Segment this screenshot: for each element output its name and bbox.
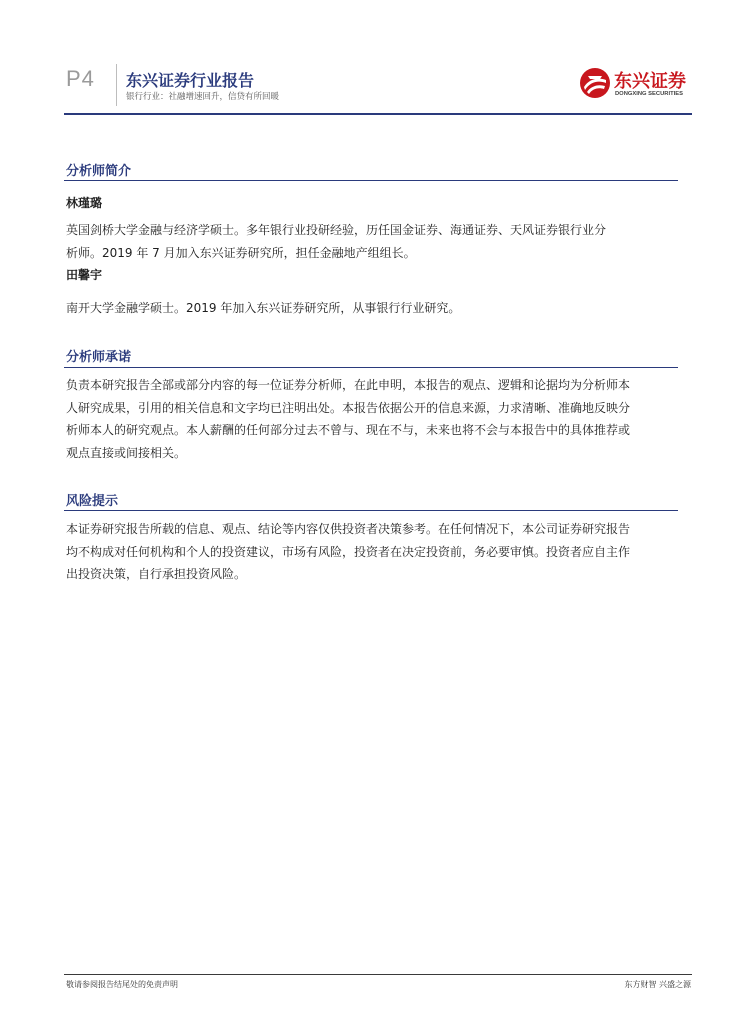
report-title: 东兴证券行业报告	[126, 71, 255, 90]
analyst-name: 林瑾璐	[66, 196, 103, 210]
paragraph-line: 析师本人的研究观点。本人薪酬的任何部分过去不曾与、现在不与，未来也将不会与本报告中的具体推荐或	[66, 423, 631, 438]
section-heading-analyst-commitment: 分析师承诺	[66, 350, 132, 365]
report-subtitle: 银行行业：社融增速回升，信贷有所回暖	[126, 92, 280, 102]
page-number: P4	[66, 66, 95, 91]
bio-line: 南开大学金融学硕士。2019 年加入东兴证券研究所，从事银行行业研究。	[66, 301, 461, 315]
paragraph-line: 均不构成对任何机构和个人的投资建议，市场有风险，投资者在决定投资前，务必要审慎。投资者应自主作	[66, 544, 631, 559]
company-logo	[578, 66, 690, 102]
risk-paragraph	[66, 518, 688, 586]
bio-line: 英国剑桥大学金融与经济学硕士。多年银行业投研经验，历任国金证券、海通证券、天风证券银行业分	[66, 223, 607, 237]
paragraph-line: 本证券研究报告所载的信息、观点、结论等内容仅供投资者决策参考。在任何情况下，本公司证券研究报告	[66, 522, 631, 536]
paragraph-line: 负责本研究报告全部或部分内容的每一位证券分析师，在此申明，本报告的观点、逻辑和论据均为分析师本	[66, 378, 631, 392]
bio-line: 析师。2019 年 7 月加入东兴证券研究所，担任金融地产组组长。	[66, 245, 416, 260]
logo-emblem-icon	[578, 66, 612, 100]
footer-rule	[64, 974, 692, 975]
logo-text-cn: 东兴证券	[614, 71, 686, 92]
analyst-name: 田馨宇	[66, 268, 103, 282]
logo-text-en: DONGXING SECURITIES	[615, 91, 683, 97]
analyst-bio	[66, 219, 688, 264]
analyst-bio	[66, 297, 688, 320]
header-rule	[64, 113, 692, 115]
section-rule	[64, 510, 678, 511]
section-heading-analyst-intro: 分析师简介	[66, 164, 132, 179]
commitment-paragraph	[66, 374, 688, 464]
section-heading-risk-warning: 风险提示	[66, 494, 119, 509]
paragraph-line: 出投资决策，自行承担投资风险。	[66, 567, 247, 582]
header-divider	[116, 64, 117, 106]
section-rule	[64, 367, 678, 368]
footer-disclaimer-note: 敬请参阅报告结尾处的免责声明	[66, 980, 178, 989]
paragraph-line: 观点直接或间接相关。	[66, 445, 187, 460]
footer-slogan: 东方财智 兴盛之源	[624, 980, 691, 989]
section-rule	[64, 180, 678, 181]
paragraph-line: 人研究成果，引用的相关信息和文字均已注明出处。本报告依据公开的信息来源，力求清晰、准确地反映分	[66, 400, 631, 415]
